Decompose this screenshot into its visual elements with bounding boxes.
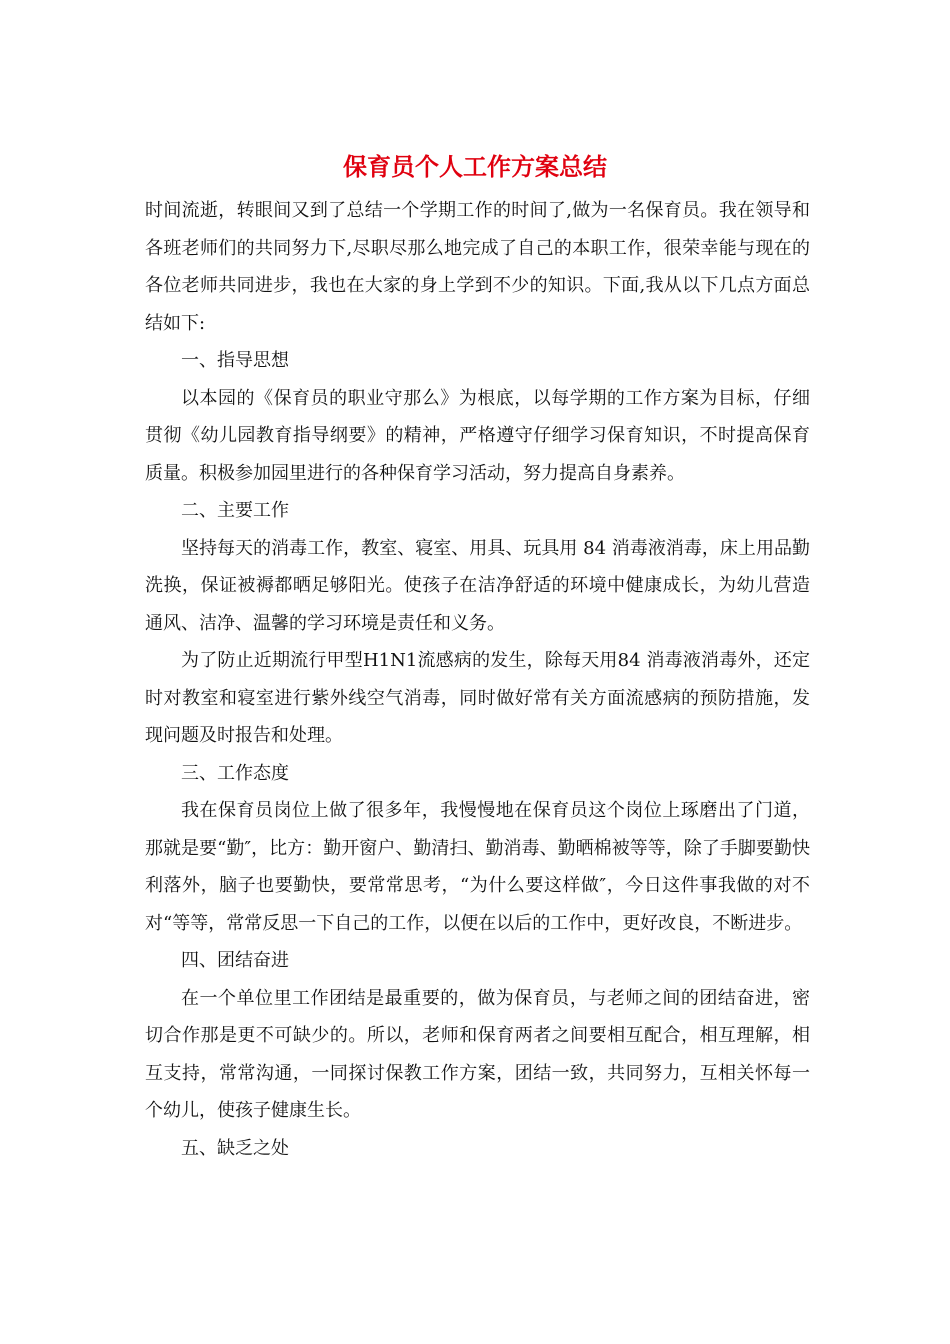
paragraph-unity: 在一个单位里工作团结是最重要的，做为保育员，与老师之间的团结奋进，密切合作那是更不可缺少的。所以，老师和保育两者之间要相互配合，相互理解，相互支持，常常沟通，一同探讨保教工作方案，团结一致，共同努力，互相关怀每一个幼儿，使孩子健康生长。 [145,987,810,1121]
section-heading-main-work: 二、主要工作 [181,500,289,521]
section-heading-unity: 四、团结奋进 [181,950,289,971]
section-heading-work-attitude: 三、工作态度 [181,762,289,784]
intro-paragraph: 时间流逝，转眼间又到了总结一个学期工作的时间了,做为一名保育员。我在领导和各班老师们的共同努力下,尽职尽那么地完成了自己的本职工作，很荣幸能与现在的各位老师共同进步，我也在大家的身上学到不少的知识。下面,我从以下几点方面总结如下: [145,200,810,334]
document-title: 保育员个人工作方案总结 [343,152,607,181]
paragraph-disinfection: 坚持每天的消毒工作，教室、寝室、用具、玩具用 84 消毒液消毒，床上用品勤洗换，保证被褥都晒足够阳光。使孩子在洁净舒适的环境中健康成长，为幼儿营造通风、洁净、温馨的学习环境是责任和义务。 [145,537,810,634]
section-heading-guiding-ideology: 一、指导思想 [181,350,289,371]
paragraph-flu-prevention: 为了防止近期流行甲型H1N1流感病的发生，除每天用84 消毒液消毒外，还定时对教室和寝室进行紫外线空气消毒，同时做好常有关方面流感病的预防措施，发现问题及时报告和处理。 [145,650,810,746]
document-body [145,192,810,1167]
paragraph-guiding-ideology: 以本园的《保育员的职业守那么》为根底，以每学期的工作方案为目标，仔细贯彻《幼儿园教育指导纲要》的精神，严格遵守仔细学习保育知识，不时提高保育质量。积极参加园里进行的各种保育学习活动，努力提高自身素养。 [145,387,810,484]
section-heading-shortcomings: 五、缺乏之处 [181,1137,289,1159]
paragraph-work-attitude: 我在保育员岗位上做了很多年，我慢慢地在保育员这个岗位上琢磨出了门道，那就是要“勤″，比方：勤开窗户、勤清扫、勤消毒、勤晒棉被等等，除了手脚要勤快利落外，脑子也要勤快，要常常思考，“为什么要这样做″，今日这件事我做的对不对“等等，常常反思一下自己的工作，以便在以后的工作中，更好改良，不断进步。 [145,800,810,934]
